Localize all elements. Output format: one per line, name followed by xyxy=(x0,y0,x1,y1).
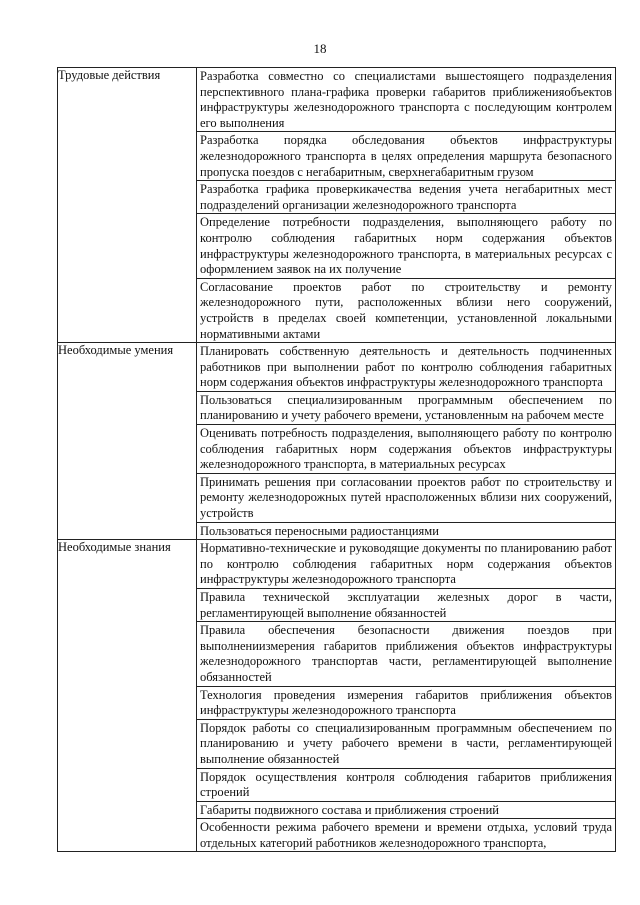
list-item: Принимать решения при согласовании проектов работ по строительству и ремонту железнодорожных путей нрасположенных вблизи них сооружений, устройств xyxy=(197,473,615,522)
section-items-required-knowledge xyxy=(197,540,616,852)
section-row-labor-actions xyxy=(58,68,616,343)
section-items-required-skills xyxy=(197,343,616,540)
list-item: Оценивать потребность подразделения, выполняющего работу по контролю соблюдения габаритных норм содержания объектов инфраструктуры железнодорожного транспорта, в материальных ресурсах xyxy=(197,424,615,473)
section-items-labor-actions xyxy=(197,68,616,343)
qualification-table xyxy=(57,67,616,852)
section-title-labor-actions: Трудовые действия xyxy=(58,68,197,343)
list-item: Планировать собственную деятельность и деятельность подчиненных работников при выполнении работ по контролю соблюдения габаритных норм содержания объектов инфраструктуры железнодорожного транспорта xyxy=(200,344,612,390)
section-title-required-knowledge: Необходимые знания xyxy=(58,540,197,852)
list-item: Пользоваться переносными радиостанциями xyxy=(197,522,615,540)
list-item: Определение потребности подразделения, выполняющего работу по контролю соблюдения габаритных норм содержания объектов инфраструктуры железнодорожного транспорта, в материальных ресурсах с оформлением заявок на их получение xyxy=(197,213,615,277)
section-row-required-skills xyxy=(58,343,616,540)
list-item: Правила технической эксплуатации железных дорог в части, регламентирующей выполнение обязанностей xyxy=(197,588,615,621)
list-item: Разработка графика проверкикачества ведения учета негабаритных мест подразделений организации железнодорожного транспорта xyxy=(197,180,615,213)
list-item: Особенности режима рабочего времени и времени отдыха, условий труда отдельных категорий работников железнодорожного транспорта, xyxy=(197,818,615,851)
list-item: Порядок осуществления контроля соблюдения габаритов приближения строений xyxy=(197,768,615,801)
list-item: Разработка порядка обследования объектов инфраструктуры железнодорожного транспорта в целях определения маршрута безопасного пропуска поездов с негабаритным, сверхнегабаритным грузом xyxy=(197,131,615,180)
list-item: Нормативно-технические и руководящие документы по планированию работ по контролю соблюдения габаритных норм содержания объектов инфраструктуры железнодорожного транспорта xyxy=(200,541,612,587)
page-number: 18 xyxy=(313,41,327,56)
list-item: Разработка совместно со специалистами вышестоящего подразделения перспективного плана-графика проверки габаритов приближенияобъектов инфраструктуры железнодорожного транспорта с последующим контролем его выполнения xyxy=(200,69,612,130)
list-item: Правила обеспечения безопасности движения поездов при выполнениизмерения габаритов приближения объектов инфраструктуры железнодорожного транспортав части, регламентирующей выполнение обязанностей xyxy=(197,621,615,685)
section-title-required-skills: Необходимые умения xyxy=(58,343,197,540)
section-row-required-knowledge xyxy=(58,540,616,852)
list-item: Пользоваться специализированным программным обеспечением по планированию и учету рабочего времени, установленным на рабочем месте xyxy=(197,391,615,424)
list-item: Порядок работы со специализированным программным обеспечением по планированию и учету рабочего времени в части, регламентирующей выполнение обязанностей xyxy=(197,719,615,768)
list-item: Согласование проектов работ по строительству и ремонту железнодорожного пути, расположенных вблизи него сооружений, устройств в пределах своей компетенции, установленной локальными нормативными актами xyxy=(197,278,615,342)
list-item: Габариты подвижного состава и приближения строений xyxy=(197,801,615,819)
list-item: Технология проведения измерения габаритов приближения объектов инфраструктуры железнодорожного транспорта xyxy=(197,686,615,719)
